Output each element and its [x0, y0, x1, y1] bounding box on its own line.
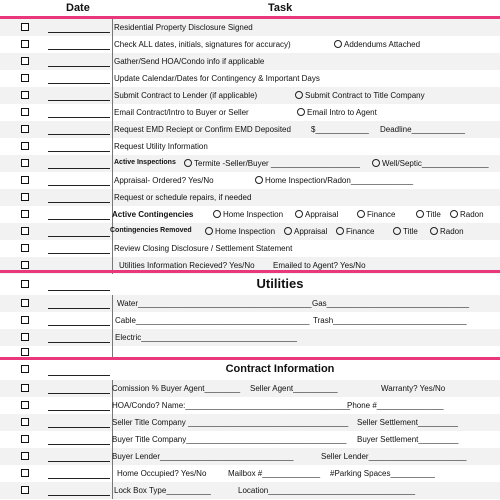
table-row — [0, 172, 500, 189]
task-label: Request EMD Reciept or Confirm EMD Deposited — [114, 125, 291, 134]
table-row — [0, 36, 500, 53]
date-line[interactable] — [48, 253, 110, 254]
table-row — [0, 104, 500, 121]
date-line[interactable] — [48, 66, 110, 67]
table-row — [0, 206, 500, 223]
date-line[interactable] — [48, 393, 110, 394]
radio-option[interactable]: Submit Contract to Title Company — [295, 91, 425, 100]
checkbox[interactable] — [21, 333, 29, 341]
contingencies-removed-label: Contingencies Removed — [110, 227, 192, 234]
checkbox[interactable] — [21, 486, 29, 494]
task-label: Submit Contract to Lender (if applicable) — [114, 91, 258, 100]
buyer-lender-field[interactable]: Buyer Lender______________________________ — [112, 452, 294, 461]
checkbox[interactable] — [21, 142, 29, 150]
date-line[interactable] — [48, 185, 110, 186]
table-row — [0, 155, 500, 172]
checkbox[interactable] — [21, 210, 29, 218]
task-label: Residential Property Disclosure Signed — [114, 23, 253, 32]
task-label: Request or schedule repairs, if needed — [114, 193, 252, 202]
table-row — [0, 380, 500, 397]
checkbox[interactable] — [21, 40, 29, 48]
radio-option[interactable]: Home Inspection/Radon______________ — [255, 176, 413, 185]
radio-icon — [184, 159, 192, 167]
checkbox[interactable] — [21, 365, 29, 373]
trash-field[interactable]: Trash______________________________ — [313, 316, 467, 325]
hoa-name-field[interactable]: HOA/Condo? Name:_____________________________________ — [112, 401, 350, 410]
table-row — [0, 448, 500, 465]
deadline-field[interactable]: Deadline____________ — [380, 125, 465, 134]
seller-settlement-field[interactable]: Seller Settlement_________ — [357, 418, 458, 427]
radio-option[interactable]: Title — [416, 210, 441, 219]
radio-option[interactable]: Radon — [450, 210, 484, 219]
radio-option[interactable]: Radon — [430, 227, 464, 236]
table-row — [0, 414, 500, 431]
table-row — [0, 223, 500, 240]
checkbox[interactable] — [21, 469, 29, 477]
radio-option[interactable]: Email Intro to Agent — [297, 108, 377, 117]
checkbox[interactable] — [21, 227, 29, 235]
radio-icon — [357, 210, 365, 218]
radio-option[interactable]: Finance — [336, 227, 374, 236]
radio-icon — [430, 227, 438, 235]
task-label: Update Calendar/Dates for Contingency & Important Days — [114, 74, 320, 83]
checkbox[interactable] — [21, 452, 29, 460]
checkbox[interactable] — [21, 74, 29, 82]
date-line[interactable] — [48, 427, 110, 428]
date-line[interactable] — [48, 151, 110, 152]
commission-field[interactable]: Comission % Buyer Agent________ — [112, 384, 241, 393]
date-line[interactable] — [48, 375, 110, 376]
checkbox[interactable] — [21, 244, 29, 252]
task-label: Utilities Information Recieved? Yes/No — [119, 261, 255, 270]
date-line[interactable] — [48, 410, 110, 411]
radio-option[interactable]: Addendums Attached — [334, 40, 420, 49]
date-line[interactable] — [48, 134, 110, 135]
seller-agent-field[interactable]: Seller Agent__________ — [250, 384, 338, 393]
table-row — [0, 240, 500, 257]
utilities-title: Utilities — [256, 276, 304, 291]
checkbox[interactable] — [21, 193, 29, 201]
checkbox[interactable] — [21, 261, 29, 269]
table-row — [0, 482, 500, 499]
radio-icon — [334, 40, 342, 48]
date-line[interactable] — [48, 342, 110, 343]
table-row — [0, 312, 500, 329]
radio-icon — [255, 176, 263, 184]
radio-icon — [295, 210, 303, 218]
date-line[interactable] — [48, 461, 110, 462]
checkbox[interactable] — [21, 176, 29, 184]
table-row — [0, 360, 500, 380]
radio-icon — [295, 91, 303, 99]
checkbox[interactable] — [21, 108, 29, 116]
date-line[interactable] — [48, 32, 110, 33]
table-header — [0, 0, 500, 17]
radio-option[interactable]: Well/Septic_______________ — [372, 159, 489, 168]
home-occupied-field[interactable]: Home Occupied? Yes/No — [117, 469, 207, 478]
seller-title-field[interactable]: Seller Title Company ____________________________________ — [112, 418, 349, 427]
radio-option[interactable]: Termite -Seller/Buyer ____________________ — [184, 159, 360, 168]
radio-option[interactable]: Title — [393, 227, 418, 236]
table-row — [0, 53, 500, 70]
buyer-title-field[interactable]: Buyer Title Company____________________________________ — [112, 435, 347, 444]
table-row — [0, 431, 500, 448]
radio-option[interactable]: Appraisal — [295, 210, 338, 219]
contract-info-title: Contract Information — [225, 363, 335, 375]
warranty-field[interactable]: Warranty? Yes/No — [381, 384, 446, 393]
table-row — [0, 87, 500, 104]
task-label: Email Contract/Intro to Buyer or Seller — [114, 108, 249, 117]
checkbox[interactable] — [21, 435, 29, 443]
task-label: Review Closing Disclosure / Settlement Statement — [114, 244, 293, 253]
radio-icon — [372, 159, 380, 167]
emd-amount-field[interactable]: $____________ — [311, 125, 369, 134]
active-contingencies-label: Active Contingencies — [112, 210, 194, 219]
date-column-header: Date — [66, 2, 90, 14]
mailbox-field[interactable]: Mailbox #_____________ — [228, 469, 321, 478]
table-row — [0, 189, 500, 206]
date-line[interactable] — [48, 100, 110, 101]
table-row — [0, 70, 500, 87]
radio-icon — [416, 210, 424, 218]
buyer-settlement-field[interactable]: Buyer Settlement_________ — [357, 435, 459, 444]
date-line[interactable] — [48, 444, 110, 445]
date-line[interactable] — [48, 168, 110, 169]
date-line[interactable] — [48, 325, 110, 326]
checkbox[interactable] — [21, 316, 29, 324]
radio-icon — [213, 210, 221, 218]
checkbox[interactable] — [21, 299, 29, 307]
table-row — [0, 138, 500, 155]
task-label: Appraisal- Ordered? Yes/No — [114, 176, 214, 185]
table-row — [0, 121, 500, 138]
gas-field[interactable]: Gas________________________________ — [312, 299, 470, 308]
phone-field[interactable]: Phone #_______________ — [347, 401, 444, 410]
date-line[interactable] — [48, 83, 110, 84]
checkbox[interactable] — [21, 280, 29, 288]
date-line[interactable] — [48, 219, 110, 220]
date-line[interactable] — [48, 236, 110, 237]
table-row — [0, 273, 500, 295]
water-field[interactable]: Water_______________________________________ — [117, 299, 312, 308]
checkbox[interactable] — [21, 348, 29, 356]
checkbox[interactable] — [21, 401, 29, 409]
cable-field[interactable]: Cable_______________________________________ — [115, 316, 310, 325]
date-line[interactable] — [48, 202, 110, 203]
radio-option[interactable]: Finance — [357, 210, 395, 219]
location-field[interactable]: Location_________________________________ — [238, 486, 416, 495]
radio-icon — [393, 227, 401, 235]
date-line[interactable] — [48, 308, 110, 309]
checkbox[interactable] — [21, 91, 29, 99]
table-row — [0, 19, 500, 36]
radio-icon — [450, 210, 458, 218]
checkbox[interactable] — [21, 384, 29, 392]
radio-icon — [205, 227, 213, 235]
checkbox[interactable] — [21, 125, 29, 133]
task-label: Gather/Send HOA/Condo info if applicable — [114, 57, 265, 66]
task-label: Request Utility Information — [114, 142, 208, 151]
table-row — [0, 329, 500, 346]
date-line[interactable] — [48, 495, 110, 496]
table-row — [0, 397, 500, 414]
radio-icon — [336, 227, 344, 235]
radio-icon — [284, 227, 292, 235]
checkbox[interactable] — [21, 418, 29, 426]
date-line[interactable] — [48, 478, 110, 479]
date-line[interactable] — [48, 49, 110, 50]
lock-box-field[interactable]: Lock Box Type__________ — [114, 486, 211, 495]
task-label: Check ALL dates, initials, signatures for accuracy) — [114, 40, 291, 49]
task-column-header: Task — [268, 2, 293, 14]
date-line[interactable] — [48, 117, 110, 118]
checkbox[interactable] — [21, 23, 29, 31]
parking-field[interactable]: #Parking Spaces__________ — [330, 469, 435, 478]
electric-field[interactable]: Electric___________________________________ — [115, 333, 297, 342]
radio-option[interactable]: Appraisal — [284, 227, 327, 236]
seller-lender-field[interactable]: Seller Lender______________________ — [321, 452, 467, 461]
radio-option[interactable]: Home Inspection — [205, 227, 275, 236]
table-row — [0, 295, 500, 312]
table-row — [0, 465, 500, 482]
radio-icon — [297, 108, 305, 116]
checkbox[interactable] — [21, 159, 29, 167]
checkbox[interactable] — [21, 57, 29, 65]
task-label: Emailed to Agent? Yes/No — [273, 261, 366, 270]
radio-option[interactable]: Home Inspection — [213, 210, 283, 219]
active-inspections-label: Active Inspections — [114, 159, 176, 166]
